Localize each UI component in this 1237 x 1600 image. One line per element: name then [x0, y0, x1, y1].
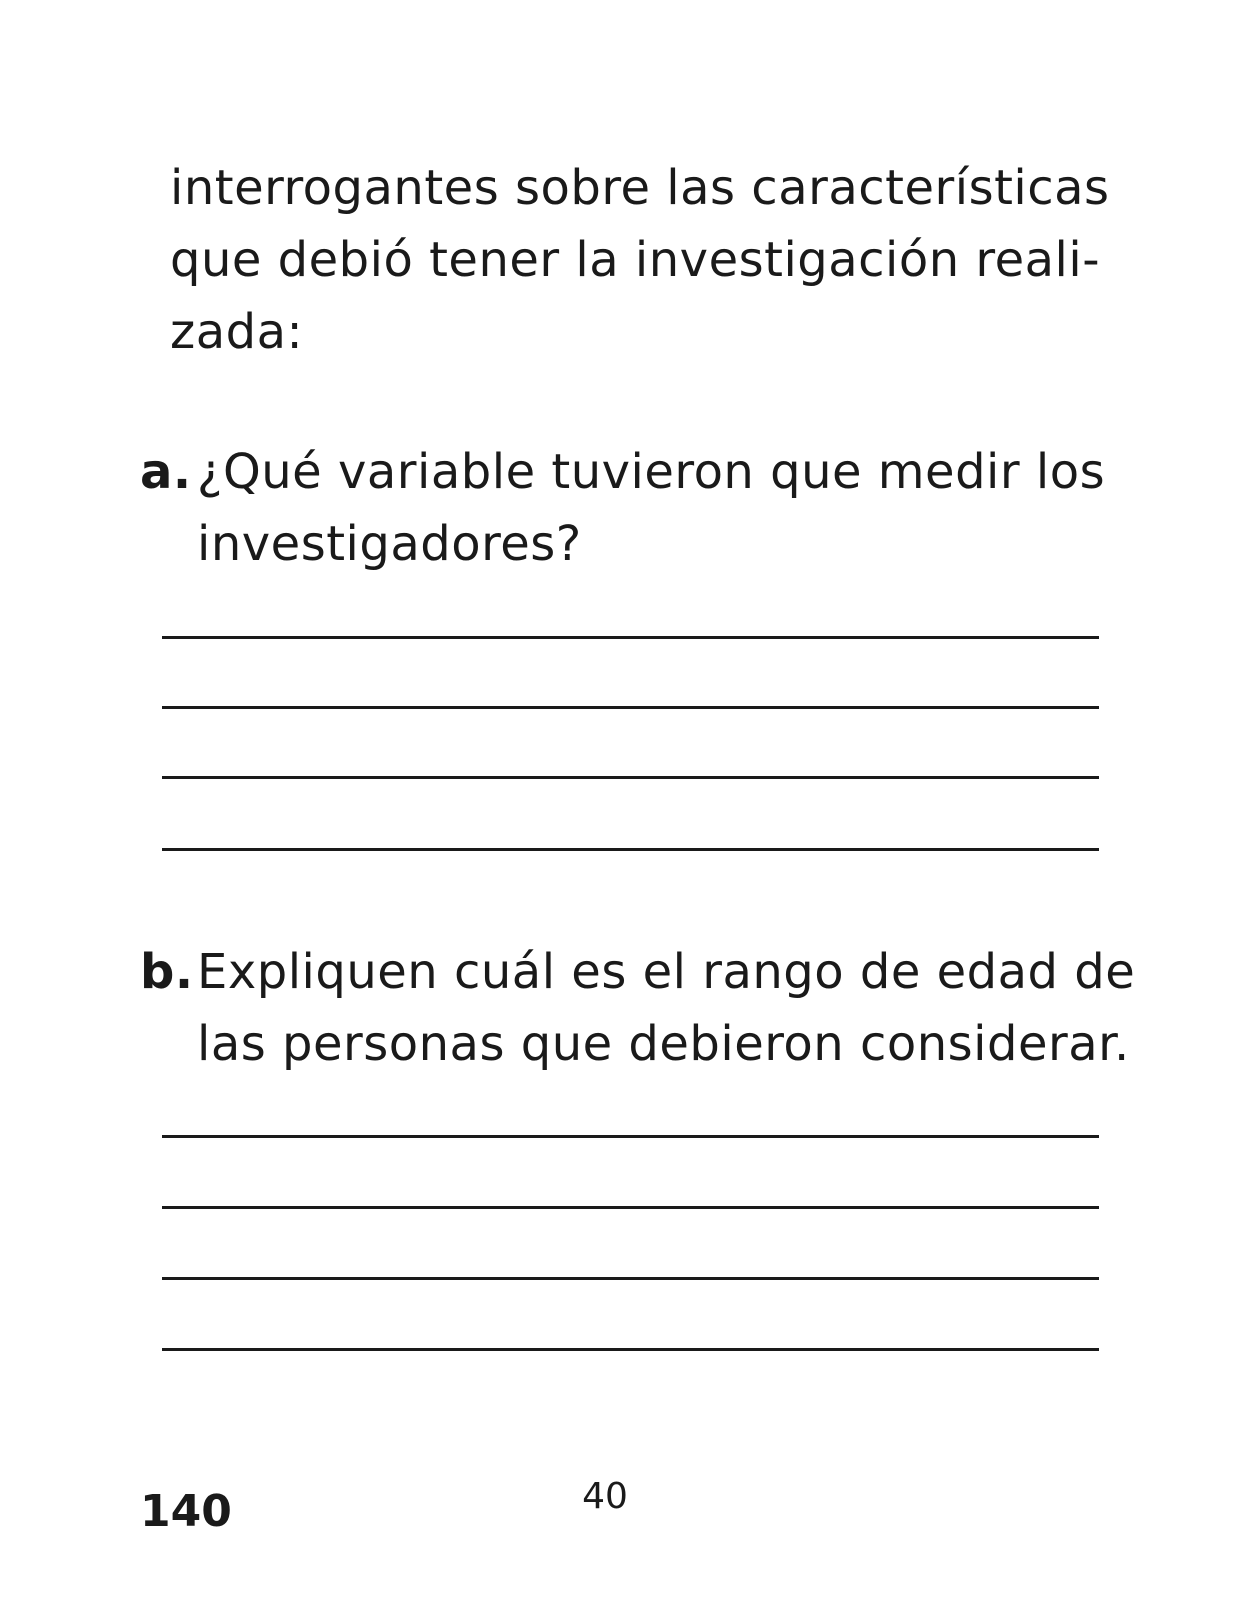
- question-b: [140, 936, 1136, 1080]
- answer-line-a4[interactable]: [162, 848, 1099, 851]
- intro-paragraph: [170, 152, 1110, 368]
- question-line: ¿Qué variable tuvieron que medir los: [197, 444, 1106, 500]
- question-text: [197, 936, 1136, 1080]
- question-text: [197, 436, 1106, 580]
- intro-line: zada:: [170, 304, 304, 360]
- page-number: 40: [582, 1476, 628, 1517]
- answer-line-b1[interactable]: [162, 1135, 1099, 1138]
- question-line: Expliquen cuál es el rango de edad de: [197, 944, 1136, 1000]
- question-marker: b.: [140, 944, 194, 1000]
- intro-line: que debió tener la investigación reali-: [170, 232, 1101, 288]
- question-line: las personas que debieron considerar.: [197, 1016, 1130, 1072]
- answer-line-a2[interactable]: [162, 706, 1099, 709]
- answer-line-a3[interactable]: [162, 776, 1099, 779]
- answer-line-b3[interactable]: [162, 1277, 1099, 1280]
- question-marker: a.: [140, 444, 192, 500]
- answer-line-a1[interactable]: [162, 636, 1099, 639]
- intro-line: interrogantes sobre las características: [170, 160, 1110, 216]
- question-a: [140, 436, 1106, 580]
- book-folio: 140: [140, 1486, 232, 1537]
- question-line: investigadores?: [197, 516, 582, 572]
- answer-line-b4[interactable]: [162, 1348, 1099, 1351]
- answer-line-b2[interactable]: [162, 1206, 1099, 1209]
